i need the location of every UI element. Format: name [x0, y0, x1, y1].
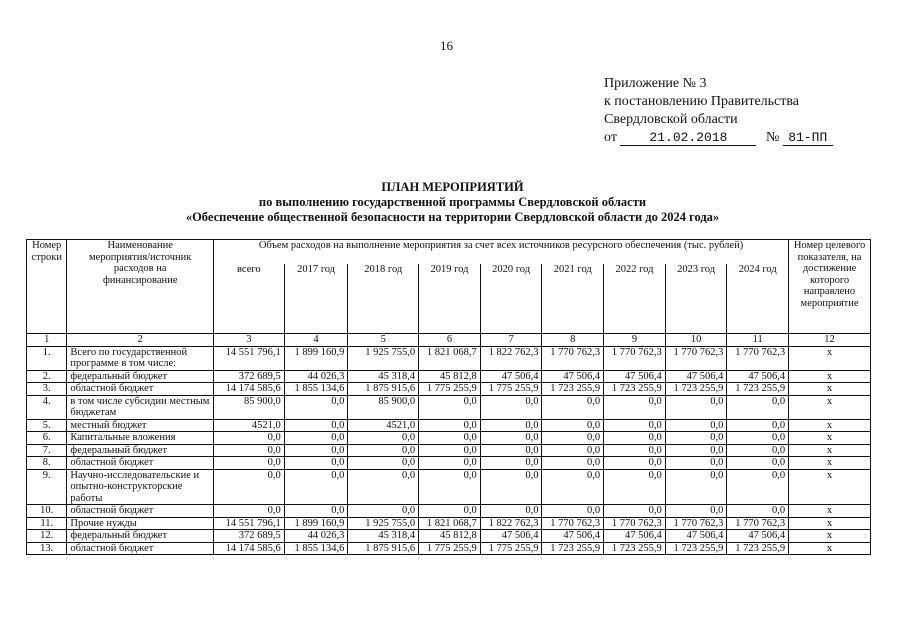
column-number: 1: [27, 334, 67, 347]
row-value: 0,0: [665, 469, 727, 505]
table-row: [27, 444, 871, 457]
plan-table: [26, 239, 871, 555]
row-value: 47 506,4: [542, 530, 604, 543]
row-value: 0,0: [348, 444, 419, 457]
row-value: 4521,0: [348, 419, 419, 432]
column-number: 9: [604, 334, 666, 347]
document-title: [0, 180, 905, 225]
row-value: 0,0: [480, 395, 542, 419]
title-sub: по выполнению государственной программы Свердловской области: [258, 195, 647, 209]
row-number: 9.: [27, 469, 67, 505]
row-target: х: [789, 505, 871, 518]
row-value: 1 770 762,3: [604, 517, 666, 530]
row-value: 0,0: [604, 469, 666, 505]
row-value: 0,0: [419, 505, 481, 518]
row-value: 0,0: [419, 419, 481, 432]
row-target: х: [789, 432, 871, 445]
row-value: 14 174 585,6: [213, 542, 284, 555]
header-name: Наименование мероприятия/источник расходов на финансирование: [67, 240, 214, 334]
row-value: 4521,0: [213, 419, 284, 432]
row-number: 7.: [27, 444, 67, 457]
appendix-title: Приложение № 3: [604, 76, 707, 91]
row-value: 1 723 255,9: [604, 542, 666, 555]
row-value: 0,0: [665, 505, 727, 518]
row-value: 0,0: [419, 457, 481, 470]
row-value: 1 770 762,3: [604, 346, 666, 370]
row-value: 0,0: [419, 395, 481, 419]
row-name: Капитальные вложения: [67, 432, 214, 445]
column-number: 8: [542, 334, 604, 347]
row-value: 1 775 255,9: [419, 542, 481, 555]
row-value: 0,0: [213, 469, 284, 505]
row-value: 0,0: [604, 419, 666, 432]
row-value: 0,0: [284, 457, 348, 470]
table-row: [27, 346, 871, 370]
row-value: 0,0: [604, 457, 666, 470]
row-value: 1 821 068,7: [419, 346, 481, 370]
row-value: 0,0: [480, 457, 542, 470]
row-name: областной бюджет: [67, 383, 214, 396]
row-target: х: [789, 370, 871, 383]
row-value: 47 506,4: [542, 370, 604, 383]
header-row-number: Номер строки: [27, 240, 67, 334]
row-value: 1 822 762,3: [480, 517, 542, 530]
header-target: Номер целевого показателя, на достижение которого направлено мероприятие: [789, 240, 871, 334]
row-value: 0,0: [727, 419, 789, 432]
row-number: 5.: [27, 419, 67, 432]
row-name: Прочие нужды: [67, 517, 214, 530]
row-target: х: [789, 530, 871, 543]
row-value: 1 875 915,6: [348, 383, 419, 396]
row-value: 0,0: [348, 505, 419, 518]
row-number: 13.: [27, 542, 67, 555]
row-value: 47 506,4: [604, 370, 666, 383]
row-value: 45 812,8: [419, 530, 481, 543]
row-value: 1 855 134,6: [284, 383, 348, 396]
row-value: 0,0: [348, 432, 419, 445]
appendix-date-line: [604, 129, 833, 147]
header-year-0: 2017 год: [284, 264, 348, 333]
row-value: 47 506,4: [665, 370, 727, 383]
row-value: 14 551 796,1: [213, 346, 284, 370]
title-program: «Обеспечение общественной безопасности на территории Свердловской области до 2024 года»: [185, 210, 720, 224]
row-name: областной бюджет: [67, 505, 214, 518]
row-target: х: [789, 469, 871, 505]
row-number: 8.: [27, 457, 67, 470]
column-number-row: [27, 334, 871, 347]
row-value: 45 318,4: [348, 530, 419, 543]
header-year-6: 2023 год: [665, 264, 727, 333]
row-value: 45 812,8: [419, 370, 481, 383]
resolution-date: 21.02.2018: [620, 130, 756, 146]
row-value: 1 775 255,9: [419, 383, 481, 396]
row-target: х: [789, 444, 871, 457]
row-value: 0,0: [213, 457, 284, 470]
table-row: [27, 457, 871, 470]
row-value: 0,0: [727, 395, 789, 419]
row-value: 0,0: [727, 469, 789, 505]
row-value: 0,0: [284, 444, 348, 457]
row-value: 1 770 762,3: [727, 517, 789, 530]
page-number: 16: [440, 38, 453, 53]
row-number: 12.: [27, 530, 67, 543]
row-value: 0,0: [727, 432, 789, 445]
row-value: 0,0: [542, 444, 604, 457]
header-year-3: 2020 год: [480, 264, 542, 333]
header-total: всего: [213, 264, 284, 333]
table-row: [27, 432, 871, 445]
row-number: 3.: [27, 383, 67, 396]
column-number: 3: [213, 334, 284, 347]
row-name: Научно-исследовательские и опытно-конструкторские работы: [67, 469, 214, 505]
row-value: 0,0: [542, 457, 604, 470]
header-year-1: 2018 год: [348, 264, 419, 333]
header-volume: Объем расходов на выполнение мероприятия за счет всех источников ресурсного обеспечения (тыс. рублей): [213, 240, 788, 265]
row-target: х: [789, 517, 871, 530]
table-row: [27, 419, 871, 432]
row-value: 1 723 255,9: [665, 383, 727, 396]
appendix-block: [604, 75, 833, 147]
row-value: 0,0: [284, 469, 348, 505]
row-value: 1 723 255,9: [604, 383, 666, 396]
row-name: федеральный бюджет: [67, 444, 214, 457]
column-number: 4: [284, 334, 348, 347]
row-value: 1 821 068,7: [419, 517, 481, 530]
row-value: 0,0: [348, 457, 419, 470]
row-name: областной бюджет: [67, 542, 214, 555]
row-value: 0,0: [542, 419, 604, 432]
row-number: 4.: [27, 395, 67, 419]
row-value: 0,0: [284, 395, 348, 419]
row-value: 1 723 255,9: [727, 383, 789, 396]
row-name: в том числе субсидии местным бюджетам: [67, 395, 214, 419]
row-value: 372 689,5: [213, 370, 284, 383]
row-value: 0,0: [727, 505, 789, 518]
row-number: 10.: [27, 505, 67, 518]
row-target: х: [789, 346, 871, 370]
table-row: [27, 542, 871, 555]
row-value: 0,0: [480, 419, 542, 432]
column-number: 2: [67, 334, 214, 347]
column-number: 12: [789, 334, 871, 347]
title-main: ПЛАН МЕРОПРИЯТИЙ: [381, 180, 524, 194]
table-row: [27, 395, 871, 419]
row-value: 0,0: [348, 469, 419, 505]
row-value: 0,0: [604, 505, 666, 518]
row-value: 47 506,4: [727, 370, 789, 383]
row-value: 14 174 585,6: [213, 383, 284, 396]
row-value: 1 899 160,9: [284, 517, 348, 530]
row-target: х: [789, 419, 871, 432]
row-value: 0,0: [665, 457, 727, 470]
row-value: 1 775 255,9: [480, 383, 542, 396]
row-number: 11.: [27, 517, 67, 530]
row-value: 47 506,4: [665, 530, 727, 543]
header-year-4: 2021 год: [542, 264, 604, 333]
row-value: 0,0: [665, 432, 727, 445]
row-value: 0,0: [542, 505, 604, 518]
row-value: 47 506,4: [727, 530, 789, 543]
row-value: 0,0: [727, 444, 789, 457]
column-number: 11: [727, 334, 789, 347]
row-value: 0,0: [419, 432, 481, 445]
row-number: 1.: [27, 346, 67, 370]
row-value: 1 723 255,9: [727, 542, 789, 555]
row-value: 0,0: [604, 432, 666, 445]
header-year-5: 2022 год: [604, 264, 666, 333]
table-row: [27, 370, 871, 383]
row-number: 2.: [27, 370, 67, 383]
row-value: 0,0: [542, 395, 604, 419]
number-prefix: №: [765, 130, 780, 145]
row-name: областной бюджет: [67, 457, 214, 470]
column-number: 10: [665, 334, 727, 347]
row-value: 0,0: [419, 444, 481, 457]
row-value: 0,0: [604, 395, 666, 419]
row-value: 1 770 762,3: [665, 346, 727, 370]
row-value: 1 770 762,3: [665, 517, 727, 530]
table-row: [27, 469, 871, 505]
row-target: х: [789, 542, 871, 555]
column-number: 5: [348, 334, 419, 347]
row-value: 0,0: [480, 432, 542, 445]
row-value: 0,0: [480, 469, 542, 505]
row-value: 0,0: [213, 432, 284, 445]
table-row: [27, 383, 871, 396]
table-row: [27, 505, 871, 518]
header-year-2: 2019 год: [419, 264, 481, 333]
row-value: 1 723 255,9: [542, 383, 604, 396]
row-value: 0,0: [480, 505, 542, 518]
row-value: 0,0: [480, 444, 542, 457]
resolution-number: 81-ПП: [783, 130, 833, 146]
row-value: 1 875 915,6: [348, 542, 419, 555]
column-number: 6: [419, 334, 481, 347]
row-value: 1 899 160,9: [284, 346, 348, 370]
row-target: х: [789, 457, 871, 470]
header-year-7: 2024 год: [727, 264, 789, 333]
row-value: 1 770 762,3: [542, 346, 604, 370]
row-value: 1 723 255,9: [665, 542, 727, 555]
row-value: 0,0: [542, 469, 604, 505]
row-value: 47 506,4: [480, 370, 542, 383]
table-row: [27, 517, 871, 530]
row-value: 1 822 762,3: [480, 346, 542, 370]
row-value: 372 689,5: [213, 530, 284, 543]
row-value: 0,0: [665, 419, 727, 432]
row-value: 0,0: [213, 505, 284, 518]
row-value: 0,0: [213, 444, 284, 457]
row-value: 0,0: [419, 469, 481, 505]
row-number: 6.: [27, 432, 67, 445]
row-target: х: [789, 383, 871, 396]
row-value: 44 026,3: [284, 530, 348, 543]
appendix-resolution: к постановлению Правительства: [604, 94, 800, 109]
row-value: 1 925 755,0: [348, 517, 419, 530]
row-name: местный бюджет: [67, 419, 214, 432]
row-value: 0,0: [284, 505, 348, 518]
row-value: 45 318,4: [348, 370, 419, 383]
row-value: 1 723 255,9: [542, 542, 604, 555]
row-name: федеральный бюджет: [67, 370, 214, 383]
row-value: 0,0: [727, 457, 789, 470]
row-value: 0,0: [284, 432, 348, 445]
row-value: 14 551 796,1: [213, 517, 284, 530]
column-number: 7: [480, 334, 542, 347]
row-value: 1 855 134,6: [284, 542, 348, 555]
row-value: 0,0: [604, 444, 666, 457]
appendix-region: Свердловской области: [604, 112, 738, 127]
row-value: 0,0: [665, 444, 727, 457]
row-value: 1 925 755,0: [348, 346, 419, 370]
row-value: 0,0: [284, 419, 348, 432]
row-value: 85 900,0: [348, 395, 419, 419]
row-value: 44 026,3: [284, 370, 348, 383]
row-value: 1 770 762,3: [727, 346, 789, 370]
row-value: 0,0: [542, 432, 604, 445]
row-value: 1 770 762,3: [542, 517, 604, 530]
row-value: 0,0: [665, 395, 727, 419]
row-name: федеральный бюджет: [67, 530, 214, 543]
row-value: 1 775 255,9: [480, 542, 542, 555]
row-value: 85 900,0: [213, 395, 284, 419]
row-target: х: [789, 395, 871, 419]
table-row: [27, 530, 871, 543]
row-name: Всего по государственной программе в том числе:: [67, 346, 214, 370]
row-value: 47 506,4: [604, 530, 666, 543]
date-prefix: от: [604, 130, 617, 145]
row-value: 47 506,4: [480, 530, 542, 543]
